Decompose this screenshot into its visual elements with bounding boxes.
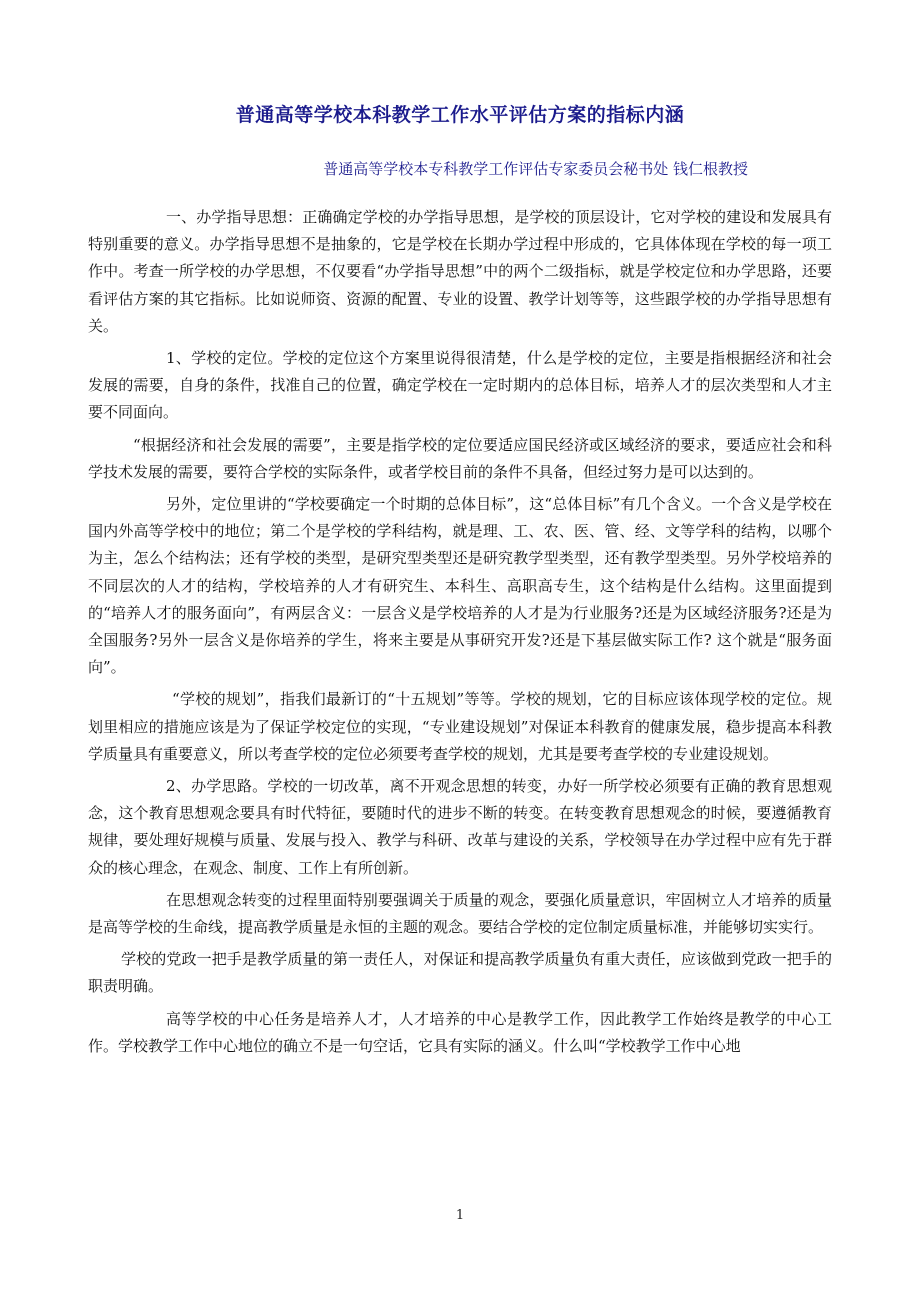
paragraph: 高等学校的中心任务是培养人才，人才培养的中心是教学工作，因此教学工作始终是教学的中心工作。学校教学工作中心地位的确立不是一句空话，它具有实际的涵义。什么叫“学校教学工作中心地 <box>88 1009 832 1055</box>
paragraph: 学校的党政一把手是教学质量的第一责任人，对保证和提高教学质量负有重大责任，应该做到党政一把手的职责明确。 <box>88 950 832 996</box>
paragraph: “根据经济和社会发展的需要”，主要是指学校的定位要适应国民经济或区域经济的要求，要适应社会和科学技术发展的需要，要符合学校的实际条件，或者学校目前的条件不具备，但经过努力是可以达到的。 <box>88 435 832 481</box>
document-title: 普通高等学校本科教学工作水平评估方案的指标内涵 <box>235 104 685 126</box>
page-number: 1 <box>455 1208 465 1223</box>
paragraph: 2、办学思路。学校的一切改革，离不开观念思想的转变，办好一所学校必须要有正确的教育思想观念，这个教育思想观念要具有时代特征，要随时代的进步不断的转变。在转变教育思想观念的时候，要遵循教育规律，要处理好规模与质量、发展与投入、教学与科研、改革与建设的关系，学校领导在办学过程中应有先于群众的核心理念，在观念、制度、工作上有所创新。 <box>88 777 832 877</box>
paragraph: “学校的规划”，指我们最新订的“十五规划”等等。学校的规划，它的目标应该体现学校的定位。规划里相应的措施应该是为了保证学校定位的实现，“专业建设规划”对保证本科教育的健康发展，稳步提高本科教学质量具有重要意义，所以考查学校的定位必须要考查学校的规划，尤其是要考查学校的专业建设规划。 <box>88 690 832 763</box>
document-body <box>88 204 832 1065</box>
paragraph: 一、办学指导思想：正确确定学校的办学指导思想，是学校的顶层设计，它对学校的建设和发展具有特别重要的意义。办学指导思想不是抽象的，它是学校在长期办学过程中形成的，它具体体现在学校的每一项工作中。考查一所学校的办学思想，不仅要看“办学指导思想”中的两个二级指标，就是学校定位和办学思路，还要看评估方案的其它指标。比如说师资、资源的配置、专业的设置、教学计划等等，这些跟学校的办学指导思想有关。 <box>88 208 832 335</box>
paragraph: 在思想观念转变的过程里面特别要强调关于质量的观念，要强化质量意识，牢固树立人才培养的质量是高等学校的生命线，提高教学质量是永恒的主题的观念。要结合学校的定位制定质量标准，并能够切实实行。 <box>88 890 832 937</box>
paragraph: 另外，定位里讲的“学校要确定一个时期的总体目标”，这“总体目标”有几个含义。一个含义是学校在国内外高等学校中的地位；第二个是学校的学科结构，就是理、工、农、医、管、经、文等学科的结构，以哪个为主，怎么个结构法；还有学校的类型，是研究型类型还是研究教学型类型，还有教学型类型。另外学校培养的不同层次的人才的结构，学校培养的人才有研究生、本科生、高职高专生，这个结构是什么结构。这里面提到的“培养人才的服务面向”，有两层含义：一层含义是学校培养的人才是为行业服务?还是为区域经济服务?还是为全国服务?另外一层含义是你培养的学生，将来主要是从事研究开发?还是下基层做实际工作? 这个就是“服务面向”。 <box>88 495 832 677</box>
paragraph: 1、学校的定位。学校的定位这个方案里说得很清楚，什么是学校的定位，主要是指根据经济和社会发展的需要，自身的条件，找准自己的位置，确定学校在一定时期内的总体目标，培养人才的层次类型和人才主要不同面向。 <box>88 349 832 422</box>
author-line: 普通高等学校本专科教学工作评估专家委员会秘书处 钱仁根教授 <box>323 160 748 178</box>
